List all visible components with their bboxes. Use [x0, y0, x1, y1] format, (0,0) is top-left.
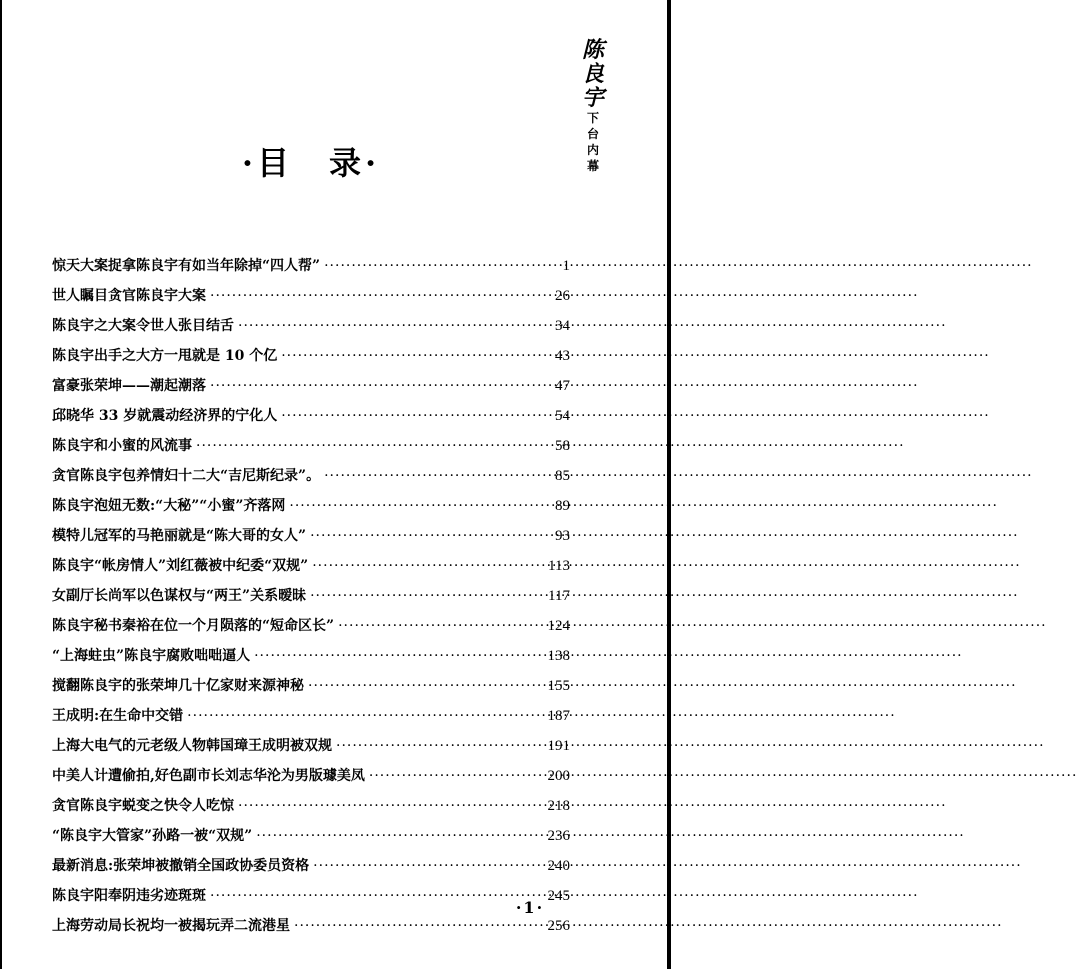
toc-entry[interactable]: [52, 285, 570, 315]
toc-entry[interactable]: [52, 915, 570, 945]
toc-entry-page: 124: [547, 618, 570, 634]
dot-leader: [336, 738, 544, 754]
toc-entry-page: 138: [547, 648, 570, 664]
toc-entry[interactable]: [52, 555, 570, 585]
running-head-char: 陈: [581, 37, 604, 63]
toc-entry-page: 34: [555, 318, 570, 334]
running-head-char: 台: [586, 127, 599, 141]
toc-entry[interactable]: [52, 615, 570, 645]
page-title: ·目 录·: [241, 144, 381, 182]
toc-entry[interactable]: [52, 735, 570, 765]
toc-entry-title: 中美人计遭偷拍,好色副市长刘志华沦为男版璩美凤: [52, 768, 365, 784]
toc-entry-page: 85: [555, 468, 570, 484]
toc-entry-title: 陈良宇出手之大方一甩就是 10 个亿: [52, 348, 278, 364]
toc-entry-title: 陈良宇阳奉阴违劣迹斑斑: [52, 888, 206, 904]
dot-leader: [289, 498, 551, 514]
dot-leader: [281, 408, 551, 424]
dot-leader: [210, 288, 551, 304]
toc-entry-page: 26: [555, 288, 570, 304]
running-head-char: 良: [581, 61, 604, 87]
toc-entry[interactable]: [52, 705, 570, 735]
toc-entry[interactable]: [52, 315, 570, 345]
toc-entry-page: 155: [547, 678, 570, 694]
toc-entry-title: 陈良宇之大案令世人张目结舌: [52, 318, 234, 334]
toc-entry-title: 上海劳动局长祝均一被揭玩弄二流港星: [52, 918, 290, 934]
toc-entry[interactable]: [52, 465, 570, 495]
toc-entry-page: 200: [547, 768, 570, 784]
toc-entry[interactable]: [52, 435, 570, 465]
toc-entry-page: 240: [547, 858, 570, 874]
toc-entry[interactable]: [52, 255, 570, 285]
toc-entry[interactable]: [52, 825, 570, 855]
page-number: ·1·: [515, 898, 545, 917]
toc-entry[interactable]: [52, 585, 570, 615]
toc-entry[interactable]: [52, 345, 570, 375]
page-edge-left: [0, 0, 2, 969]
dot-leader: [196, 438, 551, 454]
toc-entry[interactable]: [52, 405, 570, 435]
toc-entry-title: 陈良宇泡妞无数:“大秘”“小蜜”齐落网: [52, 498, 286, 514]
toc-entry-page: 236: [547, 828, 570, 844]
toc-entry-title: 陈良宇秘书秦裕在位一个月陨落的“短命区长”: [52, 618, 335, 634]
table-of-contents: [52, 255, 570, 945]
toc-entry-page: 256: [547, 918, 570, 934]
dot-leader: [312, 558, 544, 574]
toc-entry-page: 58: [555, 438, 570, 454]
dot-leader: [210, 378, 551, 394]
dot-leader: [210, 888, 544, 904]
toc-entry-page: 1: [562, 258, 570, 274]
toc-entry-page: 43: [555, 348, 570, 364]
toc-entry-page: 47: [555, 378, 570, 394]
toc-entry[interactable]: [52, 495, 570, 525]
toc-entry-page: 113: [548, 558, 570, 574]
running-head-char: 下: [586, 111, 599, 125]
dot-leader: [369, 768, 544, 784]
dot-leader: [238, 318, 551, 334]
dot-leader: [313, 858, 543, 874]
toc-entry[interactable]: [52, 795, 570, 825]
toc-entry[interactable]: [52, 765, 570, 795]
dot-leader: [281, 348, 551, 364]
dot-leader: [187, 708, 543, 724]
toc-entry-page: 117: [548, 588, 570, 604]
toc-entry-title: 富豪张荣坤——潮起潮落: [52, 378, 206, 394]
toc-entry-title: 模特儿冠军的马艳丽就是“陈大哥的女人”: [52, 528, 307, 544]
toc-entry-title: 贪官陈良宇包养情妇十二大“吉尼斯纪录”。: [52, 468, 321, 484]
running-head-char: 内: [586, 143, 599, 157]
running-head-char: 幕: [586, 159, 599, 173]
toc-entry-title: 陈良宇和小蜜的风流事: [52, 438, 192, 454]
toc-entry[interactable]: [52, 375, 570, 405]
dot-leader: [310, 528, 551, 544]
toc-entry-page: 54: [555, 408, 570, 424]
dot-leader: [254, 648, 543, 664]
dot-leader: [294, 918, 544, 934]
dot-leader: [338, 618, 543, 634]
toc-entry[interactable]: [52, 885, 570, 915]
toc-entry-title: 陈良宇“帐房情人”刘红薇被中纪委“双规”: [52, 558, 309, 574]
toc-entry[interactable]: [52, 525, 570, 555]
toc-entry-page: 89: [555, 498, 570, 514]
toc-entry-title: 最新消息:张荣坤被撤销全国政协委员资格: [52, 858, 310, 874]
toc-entry-title: 贪官陈良宇蜕变之快令人吃惊: [52, 798, 234, 814]
toc-entry-title: “上海蛀虫”陈良宇腐败咄咄逼人: [52, 648, 251, 664]
toc-entry[interactable]: [52, 645, 570, 675]
toc-entry-title: 王成明:在生命中交错: [52, 708, 184, 724]
dot-leader: [310, 588, 544, 604]
dot-leader: [238, 798, 544, 814]
toc-entry-page: 218: [547, 798, 570, 814]
toc-entry-title: 女副厅长尚军以色谋权与“两王”关系暧昧: [52, 588, 307, 604]
running-head: [578, 38, 608, 174]
dot-leader: [308, 678, 544, 694]
dot-leader: [324, 468, 551, 484]
toc-entry-title: 世人瞩目贪官陈良宇大案: [52, 288, 206, 304]
toc-entry[interactable]: [52, 675, 570, 705]
toc-entry-title: 惊天大案捉拿陈良宇有如当年除掉“四人帮”: [52, 258, 321, 274]
toc-entry-page: 191: [547, 738, 570, 754]
toc-entry-page: 93: [555, 528, 570, 544]
toc-entry-page: 187: [547, 708, 570, 724]
toc-entry-page: 245: [547, 888, 570, 904]
toc-entry[interactable]: [52, 855, 570, 885]
toc-entry-title: 搅翻陈良宇的张荣坤几十亿家财来源神秘: [52, 678, 304, 694]
page-edge-right: [667, 0, 671, 969]
running-head-char: 宇: [581, 85, 604, 111]
dot-leader: [324, 258, 558, 274]
toc-entry-title: 上海大电气的元老级人物韩国璋王成明被双规: [52, 738, 332, 754]
dot-leader: [256, 828, 543, 844]
toc-entry-title: 邱晓华 33 岁就震动经济界的宁化人: [52, 408, 278, 424]
toc-entry-title: “陈良宇大管家”孙路一被“双规”: [52, 828, 253, 844]
